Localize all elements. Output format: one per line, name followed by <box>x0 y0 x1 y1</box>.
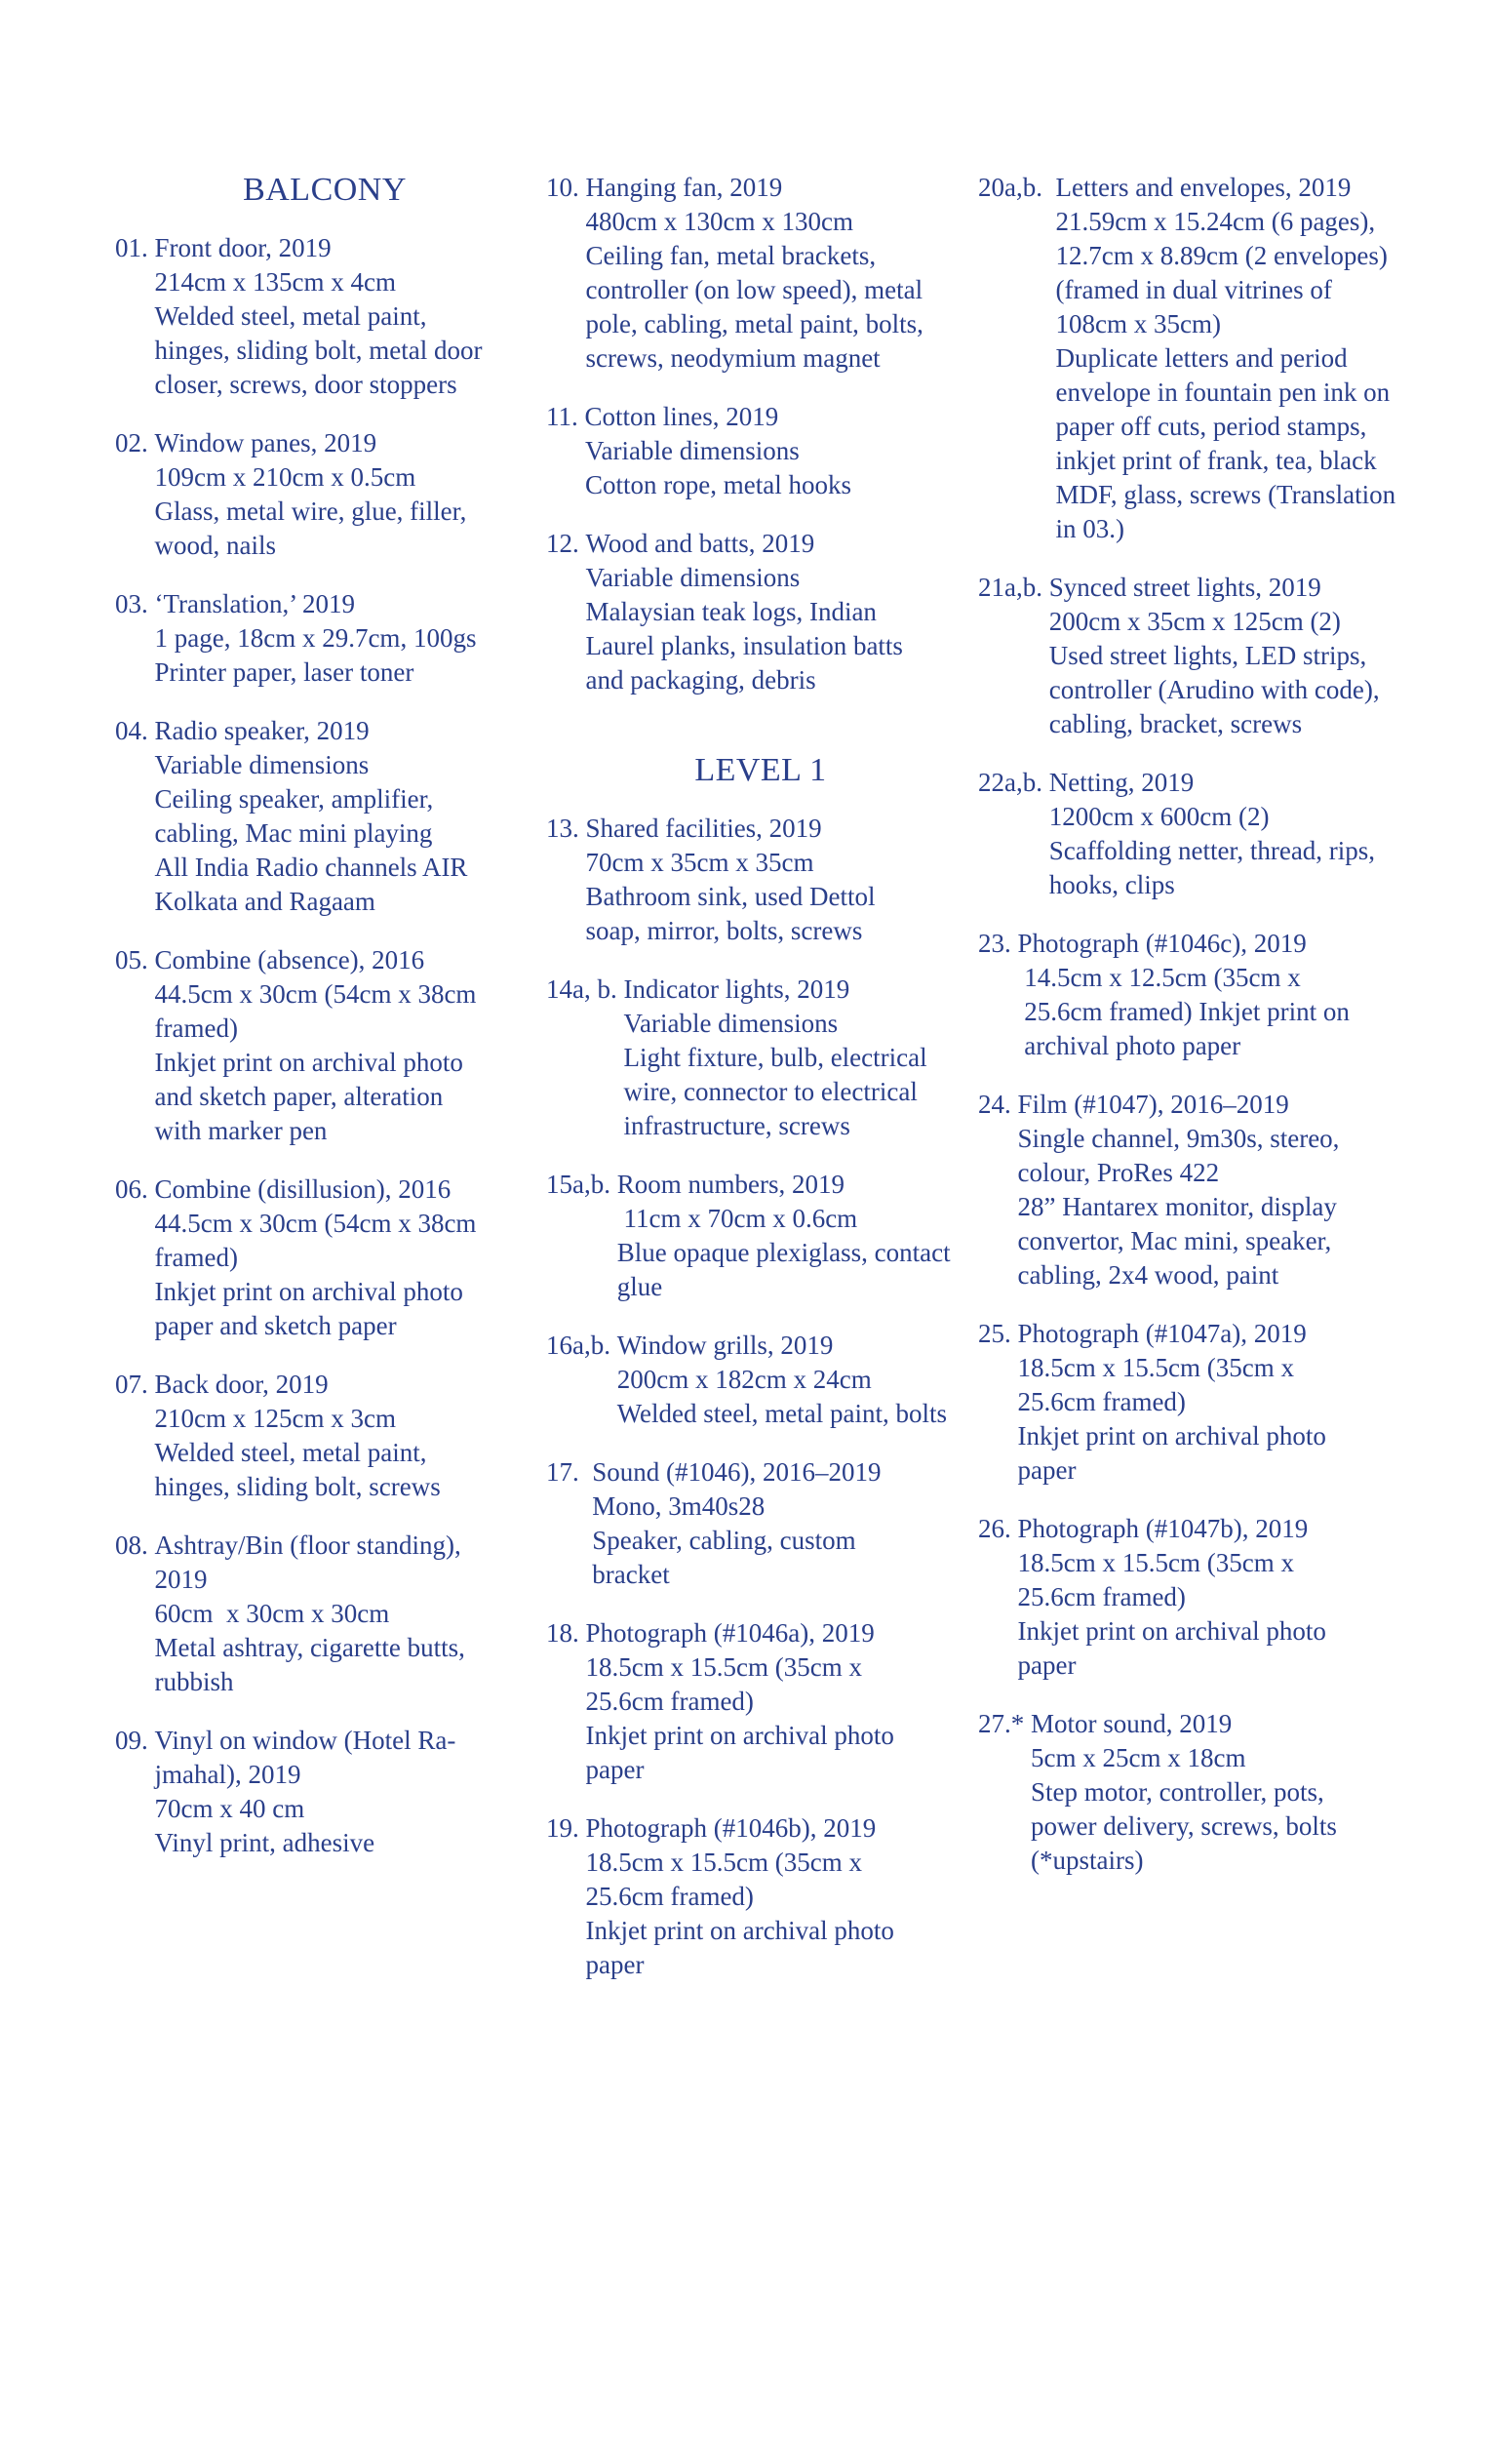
checklist-entry <box>978 1707 1407 1878</box>
checklist-entry <box>546 171 975 376</box>
entry-detail-line: Malaysian teak logs, Indian <box>585 597 877 626</box>
entry-detail-line: 200cm x 35cm x 125cm (2) <box>1048 607 1341 636</box>
entry-title-line <box>546 1811 975 1846</box>
entry-title-line <box>115 426 534 460</box>
entry-detail-line: 18.5cm x 15.5cm (35cm x <box>585 1652 862 1682</box>
entry-title-line <box>978 1317 1407 1351</box>
entry-number: 03. <box>115 589 155 618</box>
entry-detail-line: pole, cabling, metal paint, bolts, <box>585 309 923 338</box>
entry-detail-line: Inkjet print on archival photo <box>585 1916 894 1945</box>
entry-title-line <box>546 171 975 205</box>
entry-detail-line: Inkjet print on archival photo <box>154 1277 463 1306</box>
entry-detail-line: Glass, metal wire, glue, filler, <box>154 497 467 526</box>
entry-detail-line: controller (Arudino with code), <box>1048 675 1380 704</box>
entry-detail-line: Mono, 3m40s28 <box>592 1491 766 1521</box>
entry-title-line <box>115 1529 534 1563</box>
entry-detail-line: paper <box>585 1755 645 1784</box>
entry-number: 11. <box>546 402 585 431</box>
entry-title: Photograph (#1046b), 2019 <box>585 1813 877 1843</box>
entry-detail-line: colour, ProRes 422 <box>1017 1158 1220 1187</box>
entry-detail-line: paper <box>585 1950 645 1979</box>
entry-detail-line: Duplicate letters and period <box>1055 343 1348 373</box>
entry-title-line <box>115 1724 534 1758</box>
entry-detail-line: 18.5cm x 15.5cm (35cm x <box>585 1848 862 1877</box>
entry-detail-line: 5cm x 25cm x 18cm <box>1031 1743 1246 1772</box>
entry-title-line <box>546 527 975 561</box>
entry-detail-line: Variable dimensions <box>154 750 370 779</box>
entry-detail-line: 70cm x 35cm x 35cm <box>585 848 814 877</box>
entry-title: Vinyl on window (Hotel Ra- <box>154 1726 456 1755</box>
checklist-entry <box>546 1616 975 1787</box>
entry-detail-line: hooks, clips <box>1048 870 1175 899</box>
column-3 <box>978 171 1407 1902</box>
entry-detail-line: Scaffolding netter, thread, rips, <box>1048 836 1376 865</box>
entry-title: Window panes, 2019 <box>154 428 377 457</box>
entry-title-line <box>115 231 534 265</box>
entry-number: 18. <box>546 1618 586 1648</box>
entry-number: 12. <box>546 529 586 558</box>
checklist-entry <box>546 973 975 1143</box>
entry-detail-line: envelope in fountain pen ink on <box>1055 378 1391 407</box>
checklist-entry <box>115 714 534 919</box>
checklist-entry <box>546 400 975 502</box>
column-2 <box>546 171 975 2007</box>
checklist-entry <box>546 1168 975 1304</box>
entry-title: Letters and envelopes, 2019 <box>1055 173 1352 202</box>
entry-detail-line: in 03.) <box>1055 514 1124 543</box>
checklist-entry <box>115 1172 534 1343</box>
entry-detail-line: Bathroom sink, used Dettol <box>585 882 876 911</box>
entry-detail-line: 25.6cm framed) Inkjet print on <box>1017 997 1350 1026</box>
entry-detail-line: 480cm x 130cm x 130cm <box>585 207 853 236</box>
entry-title: Back door, 2019 <box>154 1370 329 1399</box>
entry-title: Photograph (#1047a), 2019 <box>1017 1319 1307 1348</box>
entry-title: Wood and batts, 2019 <box>585 529 815 558</box>
entry-title: Motor sound, 2019 <box>1031 1709 1233 1738</box>
checklist-entry <box>978 1512 1407 1683</box>
entry-number: 24. <box>978 1090 1018 1119</box>
entry-title-line <box>546 1168 975 1202</box>
entry-detail-line: wood, nails <box>154 531 276 560</box>
checklist-entry <box>978 1317 1407 1488</box>
entry-number: 14a, b. <box>546 974 624 1004</box>
entry-detail-line: Printer paper, laser toner <box>154 657 414 687</box>
entry-detail-line: Metal ashtray, cigarette butts, <box>154 1633 465 1662</box>
entry-detail-line: Cotton rope, metal hooks <box>585 470 851 499</box>
entry-detail-line: MDF, glass, screws (Translation <box>1055 480 1396 509</box>
entry-title-line <box>978 1088 1407 1122</box>
entry-title: ‘Translation,’ 2019 <box>154 589 355 618</box>
entry-title: Sound (#1046), 2016–2019 <box>592 1457 882 1487</box>
entry-title: Front door, 2019 <box>154 233 332 262</box>
column-1 <box>115 171 534 1885</box>
entry-title-line <box>978 927 1407 961</box>
entry-title-line <box>978 571 1407 605</box>
entry-detail-line: Vinyl print, adhesive <box>154 1828 375 1857</box>
entry-title-line <box>115 1368 534 1402</box>
entry-detail-line: Ceiling speaker, amplifier, <box>154 784 434 814</box>
entry-detail-line: paper off cuts, period stamps, <box>1055 412 1367 441</box>
entry-number: 07. <box>115 1370 155 1399</box>
entry-title-line <box>115 587 534 621</box>
entry-detail-line: glue <box>616 1272 663 1301</box>
entry-title: Radio speaker, 2019 <box>154 716 370 745</box>
entry-detail-line: cabling, Mac mini playing <box>154 818 433 848</box>
entry-detail-line: and packaging, debris <box>585 665 816 695</box>
entry-detail-line: 18.5cm x 15.5cm (35cm x <box>1017 1548 1294 1577</box>
entry-detail-line: 214cm x 135cm x 4cm <box>154 267 396 297</box>
entry-detail-line: Inkjet print on archival photo <box>1017 1421 1326 1451</box>
entry-title: Window grills, 2019 <box>616 1331 834 1360</box>
entry-detail-line: 18.5cm x 15.5cm (35cm x <box>1017 1353 1294 1382</box>
entry-detail-line: 25.6cm framed) <box>585 1687 754 1716</box>
entry-number: 15a,b. <box>546 1170 617 1199</box>
entry-number: 27.* <box>978 1709 1031 1738</box>
entry-detail-line: 28” Hantarex monitor, display <box>1017 1192 1337 1221</box>
entry-number: 02. <box>115 428 155 457</box>
entry-detail-line: 200cm x 182cm x 24cm <box>616 1365 872 1394</box>
entry-detail-line: All India Radio channels AIR <box>154 853 468 882</box>
entry-detail-line: Laurel planks, insulation batts <box>585 631 903 660</box>
entry-detail-line: framed) <box>154 1243 238 1272</box>
entry-detail-line: 60cm x 30cm x 30cm <box>154 1599 390 1628</box>
entry-title: Indicator lights, 2019 <box>623 974 850 1004</box>
checklist-entry <box>978 171 1407 546</box>
entry-title-line <box>546 400 975 434</box>
checklist-entry <box>115 943 534 1148</box>
entry-detail-line: Inkjet print on archival photo <box>154 1048 463 1077</box>
entry-detail-line: Variable dimensions <box>623 1009 839 1038</box>
entry-number: 13. <box>546 814 586 843</box>
entry-detail-line: 1200cm x 600cm (2) <box>1048 802 1270 831</box>
entry-title-line <box>115 714 534 748</box>
entry-number: 20a,b. <box>978 173 1056 202</box>
entry-title: Cotton lines, 2019 <box>584 402 779 431</box>
entry-title-line <box>115 943 534 977</box>
entry-title: Combine (absence), 2016 <box>154 945 425 974</box>
entry-detail-line: Kolkata and Ragaam <box>154 887 375 916</box>
checklist-entry <box>546 1455 975 1592</box>
entry-detail-line: 108cm x 35cm) <box>1055 309 1221 338</box>
entry-detail-line: 109cm x 210cm x 0.5cm <box>154 462 416 492</box>
entry-detail-line: 44.5cm x 30cm (54cm x 38cm <box>154 979 477 1009</box>
entry-number: 10. <box>546 173 586 202</box>
entry-detail-line: 44.5cm x 30cm (54cm x 38cm <box>154 1209 477 1238</box>
checklist-entry <box>546 1329 975 1431</box>
entry-detail-line: cabling, 2x4 wood, paint <box>1017 1260 1279 1290</box>
checklist-entry <box>546 1811 975 1982</box>
entry-detail-line: convertor, Mac mini, speaker, <box>1017 1226 1332 1255</box>
checklist-entry <box>115 1724 534 1860</box>
entry-detail-line: Inkjet print on archival photo <box>1017 1616 1326 1646</box>
entry-detail-line: 25.6cm framed) <box>1017 1582 1186 1611</box>
entry-number: 17. <box>546 1457 593 1487</box>
checklist-entry <box>115 1529 534 1699</box>
entry-detail-line: Welded steel, metal paint, <box>154 301 427 331</box>
entry-number: 23. <box>978 929 1018 958</box>
entry-detail-line: 11cm x 70cm x 0.6cm <box>616 1204 858 1233</box>
checklist-entry <box>978 927 1407 1063</box>
entry-detail-line: 25.6cm framed) <box>585 1882 754 1911</box>
entry-title: Photograph (#1047b), 2019 <box>1017 1514 1309 1543</box>
entry-number: 05. <box>115 945 155 974</box>
entry-title-line <box>978 1707 1407 1741</box>
entry-detail-line: Light fixture, bulb, electrical <box>623 1043 927 1072</box>
entry-detail-line: Welded steel, metal paint, <box>154 1438 427 1467</box>
section-heading: BALCONY <box>243 172 407 208</box>
entry-title: Photograph (#1046c), 2019 <box>1017 929 1307 958</box>
entry-title-line <box>115 1172 534 1207</box>
checklist-entry <box>546 812 975 948</box>
entry-detail-line: with marker pen <box>154 1116 328 1145</box>
entry-detail-line: Inkjet print on archival photo <box>585 1721 894 1750</box>
entry-title-line <box>546 812 975 846</box>
entry-detail-line: framed) <box>154 1013 238 1043</box>
entry-number: 21a,b. <box>978 573 1049 602</box>
entry-detail-line: Speaker, cabling, custom <box>592 1526 856 1555</box>
checklist-entry <box>978 571 1407 741</box>
entry-number: 08. <box>115 1530 155 1560</box>
entry-number: 01. <box>115 233 155 262</box>
checklist-entry <box>115 1368 534 1504</box>
entry-title-line <box>546 1616 975 1650</box>
entry-title: Film (#1047), 2016–2019 <box>1017 1090 1289 1119</box>
entry-detail-line: Welded steel, metal paint, bolts <box>616 1399 947 1428</box>
entry-detail-line: hinges, sliding bolt, screws <box>154 1472 441 1501</box>
entry-detail-line: (*upstairs) <box>1031 1846 1144 1875</box>
checklist-entry <box>115 587 534 690</box>
checklist-entry <box>115 426 534 563</box>
entry-detail-line: rubbish <box>154 1667 234 1696</box>
entry-number: 16a,b. <box>546 1331 617 1360</box>
entry-detail-line: and sketch paper, alteration <box>154 1082 444 1111</box>
entry-detail-line: Variable dimensions <box>585 436 800 465</box>
checklist-entry <box>115 231 534 402</box>
entry-detail-line: 14.5cm x 12.5cm (35cm x <box>1017 963 1301 992</box>
entry-detail-line: infrastructure, screws <box>623 1111 850 1140</box>
entry-detail-line: paper and sketch paper <box>154 1311 397 1340</box>
entry-detail-line: 70cm x 40 cm <box>154 1794 305 1823</box>
entry-number: 25. <box>978 1319 1018 1348</box>
entry-detail-line: wire, connector to electrical <box>623 1077 918 1106</box>
entry-title: Combine (disillusion), 2016 <box>154 1174 452 1204</box>
entry-detail-line: Ceiling fan, metal brackets, <box>585 241 877 270</box>
entry-title: Ashtray/Bin (floor standing), <box>154 1530 461 1560</box>
entry-detail-line: hinges, sliding bolt, metal door <box>154 336 483 365</box>
entry-number: 26. <box>978 1514 1018 1543</box>
entry-detail-line: screws, neodymium magnet <box>585 343 881 373</box>
section-heading: LEVEL 1 <box>694 752 827 788</box>
checklist-entry <box>978 1088 1407 1292</box>
entry-title: Hanging fan, 2019 <box>585 173 783 202</box>
entry-detail-line: 2019 <box>154 1565 208 1594</box>
entry-title-line <box>546 1455 975 1490</box>
checklist-entry <box>546 527 975 697</box>
entry-detail-line: paper <box>1017 1455 1077 1485</box>
entry-detail-line: Used street lights, LED strips, <box>1048 641 1367 670</box>
entry-detail-line: bracket <box>592 1560 670 1589</box>
entry-detail-line: Blue opaque plexiglass, contact <box>616 1238 951 1267</box>
entry-detail-line: 1 page, 18cm x 29.7cm, 100gs <box>154 623 477 653</box>
checklist-entry <box>978 766 1407 902</box>
entry-detail-line: 25.6cm framed) <box>1017 1387 1186 1416</box>
entry-detail-line: cabling, bracket, screws <box>1048 709 1303 738</box>
entry-detail-line: archival photo paper <box>1017 1031 1241 1060</box>
entry-detail-line: Variable dimensions <box>585 563 801 592</box>
entry-detail-line: paper <box>1017 1650 1077 1680</box>
entry-title-line <box>978 1512 1407 1546</box>
entry-title-line <box>546 1329 975 1363</box>
entry-title: Shared facilities, 2019 <box>585 814 822 843</box>
entry-title: Netting, 2019 <box>1048 768 1195 797</box>
entry-title-line <box>978 766 1407 800</box>
entry-title-line <box>978 171 1407 205</box>
entry-detail-line: 12.7cm x 8.89cm (2 envelopes) <box>1055 241 1388 270</box>
entry-detail-line: 21.59cm x 15.24cm (6 pages), <box>1055 207 1376 236</box>
entry-detail-line: 210cm x 125cm x 3cm <box>154 1404 396 1433</box>
entry-number: 04. <box>115 716 155 745</box>
entry-detail-line: inkjet print of frank, tea, black <box>1055 446 1377 475</box>
entry-detail-line: soap, mirror, bolts, screws <box>585 916 863 945</box>
entry-title: Photograph (#1046a), 2019 <box>585 1618 875 1648</box>
entry-detail-line: Single channel, 9m30s, stereo, <box>1017 1124 1340 1153</box>
entry-detail-line: jmahal), 2019 <box>154 1760 301 1789</box>
entry-number: 22a,b. <box>978 768 1049 797</box>
entry-title: Synced street lights, 2019 <box>1048 573 1321 602</box>
entry-detail-line: Step motor, controller, pots, <box>1031 1777 1324 1807</box>
entry-number: 09. <box>115 1726 155 1755</box>
entry-title-line <box>546 973 975 1007</box>
entry-title: Room numbers, 2019 <box>616 1170 845 1199</box>
entry-number: 06. <box>115 1174 155 1204</box>
entry-detail-line: controller (on low speed), metal <box>585 275 923 304</box>
entry-detail-line: closer, screws, door stoppers <box>154 370 457 399</box>
entry-number: 19. <box>546 1813 586 1843</box>
entry-detail-line: power delivery, screws, bolts <box>1031 1811 1337 1841</box>
entry-detail-line: (framed in dual vitrines of <box>1055 275 1332 304</box>
